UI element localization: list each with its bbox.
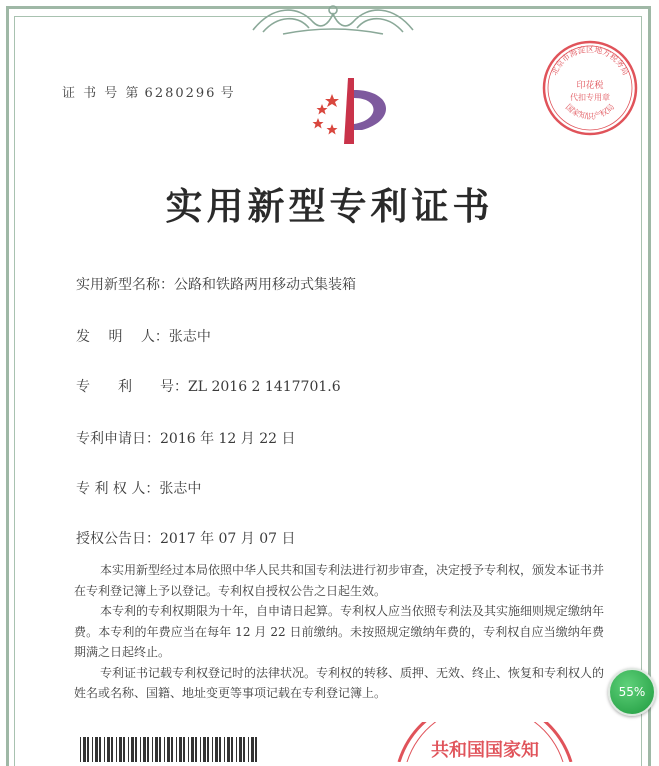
cnipa-official-seal — [395, 722, 575, 762]
field-label: 授权公告日： — [76, 531, 160, 547]
field-value: ZL 2016 2 1417701.6 — [188, 379, 341, 395]
stamp-bottom-ring-text: 国家知识产权局 — [563, 102, 617, 121]
stamp-inner-line1: 印花税 — [576, 81, 604, 91]
field-value: 张志中 — [168, 329, 211, 345]
body-paragraph: 专利证书记载专利权登记时的法律状况。专利权的转移、质押、无效、终止、恢复和专利权人的姓名或名称、国籍、地址变更等事项记载在专利登记簿上。 — [74, 665, 605, 700]
field-value: 张志中 — [159, 481, 202, 497]
field-grant-date — [76, 528, 296, 548]
cnipa-logo-icon — [292, 70, 402, 150]
tax-stamp-seal — [540, 38, 640, 138]
body-paragraph: 本实用新型经过本局依照中华人民共和国专利法进行初步审查，决定授予专利权，颁发本证书并在专利登记簿上予以登记。专利权自授权公告之日起生效。 — [74, 563, 605, 598]
field-inventor — [76, 326, 211, 346]
certificate-number — [62, 82, 236, 101]
field-application-date — [76, 428, 296, 448]
field-value: 公路和铁路两用移动式集装箱 — [174, 277, 356, 293]
field-patentee — [76, 478, 201, 498]
field-label: 专 利 权 人： — [76, 481, 160, 497]
field-utility-model-name — [76, 274, 356, 294]
body-paragraph: 本专利的专利权期限为十年，自申请日起算。专利权人应当依照专利法及其实施细则规定缴纳年费。本专利的年费应当在每年 12 月 22 日前缴纳。未按照规定缴纳年费的，专利权自应当缴纳年费期满之日起终止。 — [74, 604, 605, 659]
zoom-level-badge[interactable]: 55% — [608, 668, 656, 716]
field-value: 2016 年 12 月 22 日 — [160, 431, 296, 447]
svg-text:北京市海淀区地方税务局 — [549, 44, 631, 76]
field-label: 实用新型名称： — [76, 277, 174, 293]
seal-text: 共和国国家知 — [431, 740, 539, 761]
field-value: 2017 年 07 月 07 日 — [160, 531, 296, 547]
barcode — [80, 737, 260, 762]
certificate-number-suffix: 号 — [220, 86, 236, 101]
field-patent-number — [76, 376, 341, 396]
field-label: 发 明 人： — [76, 329, 169, 345]
certificate-body-text — [74, 560, 604, 704]
border-ornament — [243, 0, 423, 40]
stamp-inner-line2: 代扣专用章 — [570, 93, 610, 102]
stamp-ring-text: 北京市海淀区地方税务局 — [549, 45, 631, 77]
certificate-number-value: 6280296 — [144, 86, 217, 101]
field-label: 专 利 号： — [76, 379, 188, 395]
svg-text:国家知识产权局 — [564, 102, 616, 121]
field-label: 专利申请日： — [76, 431, 160, 447]
certificate-number-label: 证 书 号 第 — [62, 86, 141, 101]
certificate-title: 实用新型专利证书 — [165, 185, 494, 228]
